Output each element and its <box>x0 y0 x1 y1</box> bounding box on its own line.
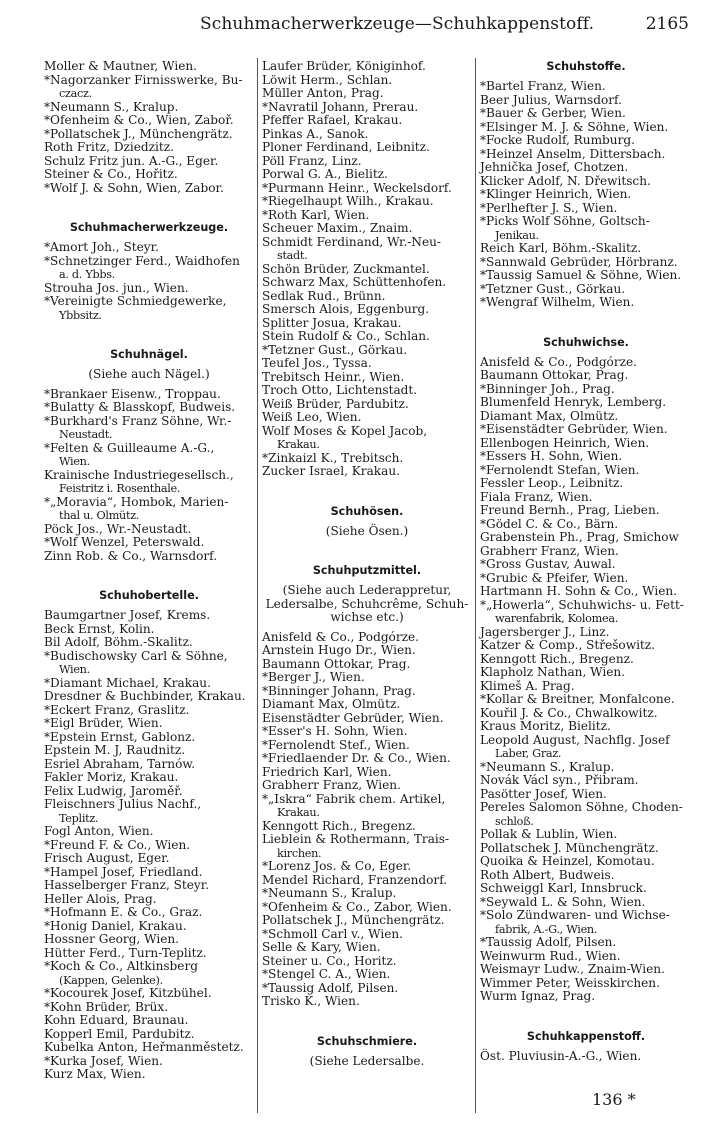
directory-entry: Anisfeld & Co., Podgórze. <box>480 354 637 369</box>
directory-entry: *Bartel Franz, Wien. <box>480 79 606 93</box>
sheet-mark: 136 * <box>592 1090 636 1109</box>
directory-entry: *Sannwald Gebrüder, Hörbranz. <box>480 254 678 269</box>
directory-entry: Eisenstädter Gebrüder, Wien. <box>262 710 444 725</box>
directory-entry: *Burkhard's Franz Söhne, Wr.- <box>44 413 232 428</box>
directory-entry: Pöll Franz, Linz. <box>262 153 362 168</box>
directory-entry: Reich Karl, Böhm.-Skalitz. <box>480 241 642 255</box>
directory-entry: Fakler Moriz, Krakau. <box>44 770 179 784</box>
directory-entry: Bil Adolf, Böhm.-Skalitz. <box>44 635 193 649</box>
entry-continuation: Krakau. <box>277 806 320 819</box>
directory-entry: Weiß Brüder, Pardubitz. <box>262 396 409 411</box>
directory-entry: Ploner Ferdinand, Leibnitz. <box>262 140 430 154</box>
directory-entry: *Pollatschek J., Münchengrätz. <box>44 126 233 141</box>
directory-entry: Jagersberger J., Linz. <box>480 624 610 639</box>
entry-continuation: Krakau. <box>277 438 320 451</box>
directory-entry: Leopold August, Nachflg. Josef <box>480 732 670 747</box>
directory-entry: *Fernolendt Stef., Wien. <box>262 737 410 752</box>
directory-entry: Pollak & Lublin, Wien. <box>480 827 618 841</box>
directory-entry: *Roth Karl, Wien. <box>262 207 370 222</box>
entry-continuation: a. d. Ybbs. <box>59 268 115 281</box>
directory-entry: *Perlhefter J. S., Wien. <box>480 200 618 215</box>
directory-entry: Fogl Anton, Wien. <box>44 824 154 838</box>
directory-section <box>262 60 472 479</box>
cross-reference-note: (Siehe Ösen.) <box>325 523 409 538</box>
directory-entry: *Schmoll Carl v., Wien. <box>262 926 403 941</box>
directory-entry: *Heinzel Anselm, Dittersbach. <box>480 146 666 161</box>
directory-entry: Moller & Mautner, Wien. <box>44 59 197 73</box>
directory-entry: *Neumann S., Kralup. <box>262 886 397 900</box>
directory-entry: Stein Rudolf & Co., Schlan. <box>262 329 430 343</box>
directory-entry: Friedrich Karl, Wien. <box>262 764 392 779</box>
directory-entry: *Navratil Johann, Prerau. <box>262 99 419 114</box>
directory-entry: *Kurka Josef, Wien. <box>44 1053 163 1068</box>
section-heading: Schuhobertelle. <box>99 589 199 602</box>
directory-entry: *Neumann S., Kralup. <box>480 759 615 774</box>
directory-entry: Baumann Ottokar, Prag. <box>262 656 411 671</box>
directory-entry: *Hampel Josef, Friedland. <box>44 864 203 879</box>
directory-entry: Wurm Ignaz, Prag. <box>480 989 596 1003</box>
directory-entry: Hartmann H. Sohn & Co., Wien. <box>480 584 678 598</box>
directory-entry: Sedlak Rud., Brünn. <box>262 288 386 303</box>
directory-entry: Beck Ernst, Kolin. <box>44 621 155 636</box>
directory-entry: *Solo Zündwaren- und Wichse- <box>480 908 670 922</box>
directory-entry: Schwarz Max, Schüttenhofen. <box>262 275 447 289</box>
directory-entry: Fleischners Julius Nachf., <box>44 797 202 811</box>
directory-entry: *Picks Wolf Söhne, Goltsch- <box>480 214 650 228</box>
entry-continuation: (Kappen, Gelenke). <box>59 973 163 987</box>
directory-entry: Hossner Georg, Wien. <box>44 932 179 946</box>
directory-entry: Smersch Alois, Eggenburg. <box>262 302 430 316</box>
directory-entry: *Grubic & Pfeifer, Wien. <box>480 570 629 585</box>
directory-entry: *Schnetzinger Ferd., Waidhofen <box>44 253 240 268</box>
directory-section <box>44 221 254 322</box>
directory-entry: Quoika & Heinzel, Komotau. <box>480 854 655 868</box>
directory-entry: *Taussig Adolf, Pilsen. <box>480 935 617 949</box>
directory-entry: *Zinkaizl K., Trebitsch. <box>262 450 404 465</box>
directory-entry: Novák Václ syn., Přibram. <box>480 773 639 787</box>
column-2 <box>262 60 472 1074</box>
directory-entry: *Bulatty & Blasskopf, Budweis. <box>44 400 236 414</box>
directory-entry: Diamant Max, Olmütz. <box>262 697 401 711</box>
entry-continuation: Wien. <box>59 455 90 468</box>
directory-entry: *Freund F. & Co., Wien. <box>44 837 191 852</box>
cross-reference-note: (Siehe auch Nägel.) <box>88 367 210 381</box>
directory-entry: *Koch & Co., Altkinsberg <box>44 959 198 973</box>
entry-continuation: kirchen. <box>277 846 322 860</box>
directory-entry: *Focke Rudolf, Rumburg. <box>480 133 635 147</box>
section-heading: Schuhwichse. <box>543 335 629 349</box>
directory-entry: Anisfeld & Co., Podgórze. <box>262 629 419 644</box>
entry-continuation: thal u. Olmütz. <box>59 509 140 522</box>
directory-entry: Dresdner & Buchbinder, Krakau. <box>44 689 246 703</box>
running-header <box>0 12 727 40</box>
directory-entry: Löwit Herm., Schlan. <box>262 72 393 87</box>
directory-entry: *Taussig Samuel & Söhne, Wien. <box>480 268 682 282</box>
directory-section <box>44 60 254 195</box>
directory-entry: Schweiggl Karl, Innsbruck. <box>480 881 647 895</box>
directory-entry: Fiala Franz, Wien. <box>480 489 593 504</box>
directory-entry: Hütter Ferd., Turn-Teplitz. <box>44 945 207 960</box>
directory-entry: Felix Ludwig, Jaroměř. <box>44 783 183 798</box>
directory-entry: Scheuer Maxim., Znaim. <box>262 221 413 235</box>
directory-entry: *Friedlaender Dr. & Co., Wien. <box>262 751 451 765</box>
directory-entry: Jehnička Josef, Chotzen. <box>480 160 629 174</box>
entry-continuation: Wien. <box>59 663 90 676</box>
directory-entry: Ellenbogen Heinrich, Wien. <box>480 435 650 450</box>
directory-entry: Roth Albert, Budweis. <box>480 867 615 882</box>
entry-continuation: Jenikau. <box>495 228 539 242</box>
directory-entry: Pollatschek J., Münchengrätz. <box>262 913 445 927</box>
directory-entry: Trebitsch Heinr., Wien. <box>262 369 405 384</box>
directory-entry: *Tetzner Gust., Görkau. <box>480 281 626 296</box>
cross-reference-note: (Siehe Ledersalbe. <box>309 1053 425 1068</box>
directory-entry: Öst. Pluviusin-A.-G., Wien. <box>480 1048 642 1063</box>
directory-entry: Weinwurm Rud., Wien. <box>480 948 621 963</box>
entry-continuation: fabrik, A.-G., Wien. <box>495 922 598 936</box>
directory-entry: *Ofenheim & Co., Zabor, Wien. <box>262 899 452 914</box>
directory-entry: *Brankaer Eisenw., Troppau. <box>44 386 221 401</box>
entry-continuation: Teplitz. <box>59 811 99 825</box>
directory-entry: Teufel Jos., Tyssa. <box>262 356 372 370</box>
directory-entry: *Kohn Brüder, Brüx. <box>44 999 169 1014</box>
directory-entry: *Binninger Joh., Prag. <box>480 381 615 396</box>
directory-entry: Arnstein Hugo Dr., Wien. <box>262 643 416 657</box>
directory-entry: *Eckert Franz, Graslitz. <box>44 702 190 717</box>
directory-entry: *Binninger Johann, Prag. <box>262 683 416 698</box>
directory-entry: *Gross Gustav, Auwal. <box>480 557 616 571</box>
directory-entry: *Epstein Ernst, Gablonz. <box>44 729 196 744</box>
directory-entry: *„Howerla“, Schuhwichs- u. Fett- <box>480 597 684 612</box>
directory-entry: Grabherr Franz, Wien. <box>262 778 401 792</box>
directory-entry: Grabenstein Ph., Prag, Smichow <box>480 530 679 544</box>
entry-continuation: czacz. <box>59 87 92 100</box>
directory-entry: Kopperl Emil, Pardubitz. <box>44 1026 195 1041</box>
directory-entry: *„Moravia“, Hombok, Marien- <box>44 494 229 509</box>
entry-continuation: Laber, Graz. <box>495 747 562 760</box>
directory-entry: Kraus Moritz, Bielitz. <box>480 719 611 733</box>
directory-section <box>262 1035 472 1069</box>
directory-entry: *Gödel C. & Co., Bärn. <box>480 516 619 531</box>
column-divider <box>475 58 476 1113</box>
directory-section <box>262 564 472 1009</box>
directory-entry: *„Iskra“ Fabrik chem. Artikel, <box>262 791 446 806</box>
directory-entry: *Bauer & Gerber, Wien. <box>480 106 626 120</box>
directory-section <box>44 589 254 1082</box>
directory-entry: *Eisenstädter Gebrüder, Wien. <box>480 422 668 436</box>
directory-entry: *Wolf Wenzel, Peterswald. <box>44 535 205 549</box>
directory-entry: *Amort Joh., Steyr. <box>44 240 159 254</box>
directory-entry: Wolf Moses & Kopel Jacob, <box>262 423 428 438</box>
directory-entry: Trisko K., Wien. <box>262 994 360 1008</box>
directory-entry: *Budischowsky Carl & Söhne, <box>44 648 228 663</box>
directory-entry: Frisch August, Eger. <box>44 851 170 865</box>
directory-section <box>480 336 692 1004</box>
directory-entry: *Klinger Heinrich, Wien. <box>480 187 632 201</box>
directory-entry: *Kocourek Josef, Kitzbühel. <box>44 986 212 1000</box>
directory-entry: *Eigl Brüder, Wien. <box>44 716 163 730</box>
directory-entry: Pasötter Josef, Wien. <box>480 786 607 801</box>
directory-entry: *Ofenheim & Co., Wien, Zaboř. <box>44 113 234 127</box>
directory-entry: Epstein M. J, Raudnitz. <box>44 743 186 757</box>
directory-entry: Zucker Israel, Krakau. <box>262 464 400 478</box>
column-divider <box>257 58 258 1113</box>
directory-entry: *Neumann S., Kralup. <box>44 99 179 114</box>
directory-entry: Grabherr Franz, Wien. <box>480 543 619 558</box>
section-heading: Schuhmacherwerkzeuge. <box>69 221 229 234</box>
directory-entry: Weiß Leo, Wien. <box>262 410 362 424</box>
directory-entry: *Diamant Michael, Krakau. <box>44 675 211 690</box>
directory-entry: Wimmer Peter, Weisskirchen. <box>480 975 660 990</box>
section-heading: Schuhösen. <box>330 504 404 518</box>
section-heading: Schuhkappenstoff. <box>526 1029 646 1043</box>
directory-entry: *Wengraf Wilhelm, Wien. <box>480 295 635 309</box>
directory-entry: Blumenfeld Henryk, Lemberg. <box>480 395 667 409</box>
directory-entry: Esriel Abraham, Tarnów. <box>44 756 196 771</box>
directory-entry: Zinn Rob. & Co., Warnsdorf. <box>44 548 218 563</box>
entry-continuation: Feistritz i. Rosenthale. <box>59 482 181 495</box>
directory-entry: *Felten & Guilleaume A.-G., <box>44 440 215 455</box>
directory-entry: Lieblein & Rothermann, Trais- <box>262 832 450 846</box>
directory-entry: Krainische Industriegesellsch., <box>44 467 234 482</box>
directory-entry: Roth Fritz, Dziedzitz. <box>44 140 174 154</box>
cross-reference-note: wichse etc.) <box>330 610 404 624</box>
directory-entry: Mendel Richard, Franzendorf. <box>262 872 448 887</box>
directory-entry: Diamant Max, Olmütz. <box>480 408 619 423</box>
entry-continuation: warenfabrik, Kolomea. <box>495 612 619 625</box>
directory-entry: *Lorenz Jos. & Co, Eger. <box>262 859 412 873</box>
directory-entry: Kenngott Rich., Bregenz. <box>480 651 634 666</box>
directory-section <box>262 505 472 539</box>
directory-entry: *Stengel C. A., Wien. <box>262 967 391 981</box>
directory-entry: Müller Anton, Prag. <box>262 86 384 100</box>
directory-entry: Pinkas A., Sanok. <box>262 126 369 141</box>
directory-entry: *Essers H. Sohn, Wien. <box>480 449 623 463</box>
directory-entry: Baumgartner Josef, Krems. <box>44 608 211 622</box>
directory-entry: Schulz Fritz jun. A.-G., Eger. <box>44 153 219 168</box>
directory-entry: Beer Julius, Warnsdorf. <box>480 92 622 107</box>
directory-entry: Schmidt Ferdinand, Wr.-Neu- <box>262 234 442 249</box>
column-3 <box>480 60 692 1063</box>
directory-entry: *Tetzner Gust., Görkau. <box>262 342 408 357</box>
directory-entry: Strouha Jos. jun., Wien. <box>44 280 189 295</box>
directory-entry: Kohn Eduard, Braunau. <box>44 1013 189 1027</box>
section-heading: Schuhstoffe. <box>546 60 626 73</box>
directory-entry: *Riegelhaupt Wilh., Krakau. <box>262 194 434 208</box>
directory-entry: *Hofmann E. & Co., Graz. <box>44 905 203 919</box>
directory-entry: Schön Brüder, Zuckmantel. <box>262 261 430 276</box>
directory-entry: Klapholz Nathan, Wien. <box>480 665 626 679</box>
directory-section <box>480 1030 692 1064</box>
directory-entry: Selle & Kary, Wien. <box>262 940 381 954</box>
directory-entry: *Honig Daniel, Krakau. <box>44 918 187 933</box>
directory-entry: Fessler Leop., Leibnitz. <box>480 476 624 490</box>
entry-continuation: schloß. <box>495 814 534 828</box>
column-1 <box>44 60 254 1082</box>
directory-entry: *Elsinger M. J. & Söhne, Wien. <box>480 119 669 134</box>
directory-entry: Kouřil J. & Co., Chwalkowitz. <box>480 705 658 720</box>
directory-entry: *Berger J., Wien. <box>262 670 365 684</box>
directory-entry: *Taussig Adolf, Pilsen. <box>262 980 399 995</box>
directory-entry: Troch Otto, Lichtenstadt. <box>262 383 418 397</box>
entry-continuation: Ybbsitz. <box>59 308 102 322</box>
entry-continuation: stadt. <box>277 249 308 262</box>
directory-entry: Weismayr Ludw., Znaim-Wien. <box>480 962 665 976</box>
directory-entry: Hasselberger Franz, Steyr. <box>44 878 210 892</box>
directory-entry: *Purmann Heinr., Weckelsdorf. <box>262 180 452 195</box>
directory-entry: Katzer & Comp., Střešowitz. <box>480 638 656 652</box>
directory-entry: Pfeffer Rafael, Krakau. <box>262 113 403 127</box>
directory-entry: Steiner & Co., Hořitz. <box>44 167 178 181</box>
directory-entry: Pollatschek J. Münchengrätz. <box>480 840 659 855</box>
directory-entry: Kubelka Anton, Heřmanměstetz. <box>44 1040 244 1054</box>
page-number: 2165 <box>645 14 689 34</box>
directory-entry: *Kollar & Breitner, Monfalcone. <box>480 692 675 706</box>
directory-entry: Pereles Salomon Söhne, Choden- <box>480 800 683 814</box>
directory-entry: Heller Alois, Prag. <box>44 891 157 906</box>
directory-entry: Klimeš A. Prag. <box>480 678 575 693</box>
section-heading: Schuhnägel. <box>110 348 188 361</box>
section-heading: Schuhschmiere. <box>316 1034 418 1048</box>
entry-continuation: Neustadt. <box>59 428 113 441</box>
directory-entry: Freund Bernh., Prag, Lieben. <box>480 503 660 517</box>
directory-entry: Klicker Adolf, N. Dřewitsch. <box>480 173 651 188</box>
page-title: Schuhmacherwerkzeuge—Schuhkappenstoff. <box>200 14 595 34</box>
directory-entry: Splitter Josua, Krakau. <box>262 315 402 330</box>
directory-entry: *Esser's H. Sohn, Wien. <box>262 724 408 738</box>
directory-entry: *Seywald L. & Sohn, Wien. <box>480 894 646 909</box>
directory-entry: Kurz Max, Wien. <box>44 1067 146 1081</box>
directory-section <box>44 348 254 563</box>
directory-entry: Kenngott Rich., Bregenz. <box>262 818 416 833</box>
directory-entry: *Fernolendt Stefan, Wien. <box>480 462 640 477</box>
directory-entry: Baumann Ottokar, Prag. <box>480 368 629 382</box>
directory-entry: Porwal G. A., Bielitz. <box>262 167 388 181</box>
cross-reference-note: Ledersalbe, Schuhcrême, Schuh- <box>265 596 469 611</box>
directory-entry: *Wolf J. & Sohn, Wien, Zabor. <box>44 180 224 195</box>
directory-entry: Steiner u. Co., Horitz. <box>262 953 397 968</box>
directory-entry: Laufer Brüder, Königinhof. <box>262 59 426 73</box>
directory-entry: *Nagorzanker Firnisswerke, Bu- <box>44 72 243 87</box>
cross-reference-note: (Siehe auch Lederappretur, <box>282 583 452 597</box>
directory-entry: Pöck Jos., Wr.-Neustadt. <box>44 521 192 536</box>
section-heading: Schuhputzmittel. <box>312 564 422 577</box>
directory-section <box>480 60 692 310</box>
directory-entry: *Vereinigte Schmiedgewerke, <box>44 294 227 308</box>
